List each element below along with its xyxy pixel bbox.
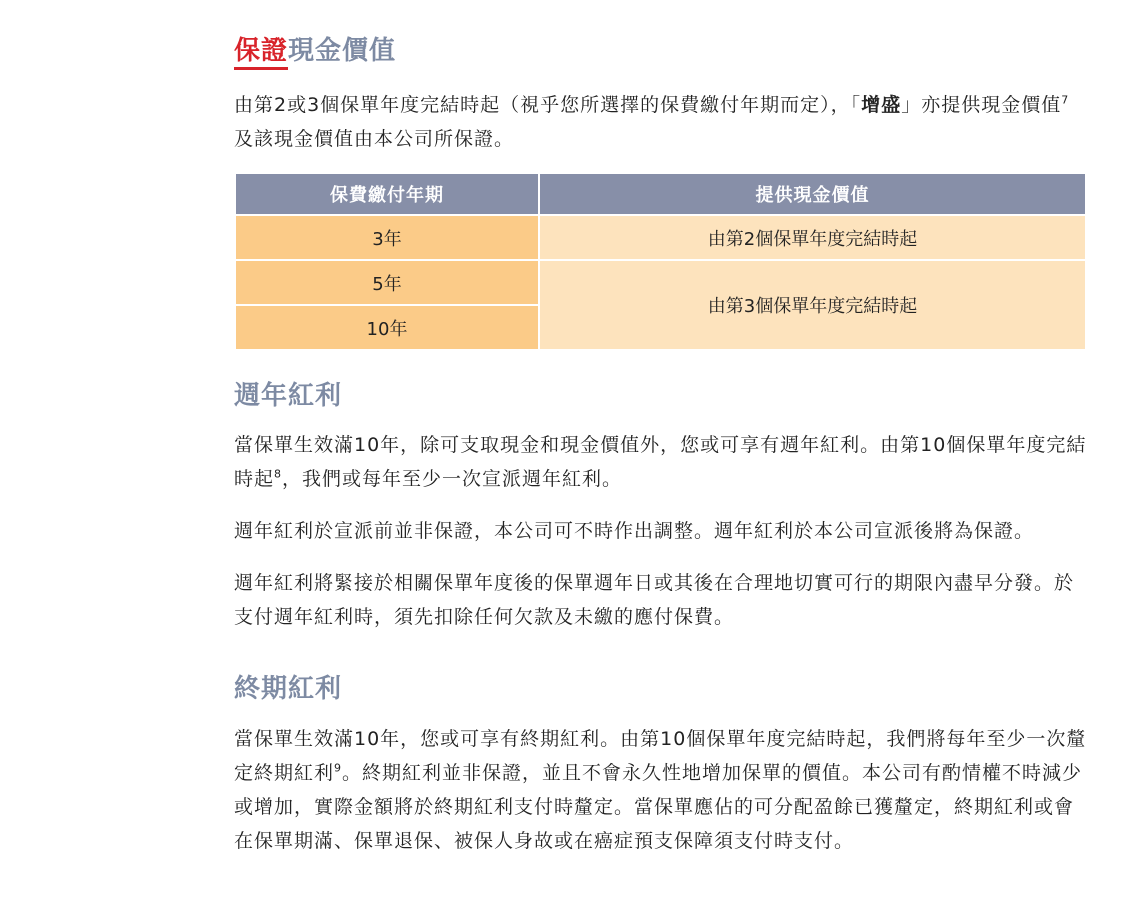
footnote-ref-8: 8	[274, 467, 283, 481]
table-cell-term: 3年	[235, 215, 539, 260]
section-title-guaranteed-cash-value	[234, 30, 396, 67]
anniversary-bonus-paragraph-1	[234, 428, 1087, 496]
terminal-p1-part2: 。終期紅利並非保證，並且不會永久性地增加保單的價值。本公司有酌情權不時減少或增加，實際金額將於終期紅利支付時釐定。當保單應佔的可分配盈餘已獲釐定，終期紅利或會在保單期滿、保單退保、被保人身故或在癌症預支保障須支付時支付。	[234, 762, 1083, 852]
footnote-ref-7: 7	[1061, 93, 1070, 107]
table-cell-term: 5年	[235, 260, 539, 305]
section-title-terminal-bonus: 終期紅利	[234, 674, 343, 704]
anniversary-bonus-paragraph-2: 週年紅利於宣派前並非保證，本公司可不時作出調整。週年紅利於本公司宣派後將為保證。	[234, 520, 1035, 542]
footnote-ref-9: 9	[334, 761, 343, 775]
terminal-bonus-paragraph	[234, 722, 1087, 858]
cash-value-table	[234, 172, 1087, 351]
table-row	[235, 215, 1086, 260]
table-header-cash-value-start: 提供現金價值	[539, 173, 1086, 215]
cash-value-text-part1: 由第2或3個保單年度完結時起（視乎您所選擇的保費繳付年期而定），「	[234, 94, 862, 116]
terminal-p1-part1: 當保單生效滿10年，您或可享有終期紅利。由第10個保單年度完結時起，我們將每年至少一次釐定終期紅利	[234, 728, 1087, 784]
title-rest: 現金價值	[288, 36, 397, 66]
cash-value-paragraph	[234, 88, 1087, 156]
section-title-anniversary-bonus: 週年紅利	[234, 381, 343, 411]
table-row	[235, 260, 1086, 305]
cash-value-text-part3: 及該現金價值由本公司所保證。	[234, 128, 515, 150]
table-cell-term: 10年	[235, 305, 539, 350]
title-highlight: 保證	[234, 36, 288, 70]
table-cell-start: 由第3個保單年度完結時起	[539, 260, 1086, 350]
table-cell-start: 由第2個保單年度完結時起	[539, 215, 1086, 260]
cash-value-text-part2: 」亦提供現金價值	[901, 94, 1062, 116]
anniversary-bonus-paragraph-3: 週年紅利將緊接於相關保單年度後的保單週年日或其後在合理地切實可行的期限內盡早分發。於支付週年紅利時，須先扣除任何欠款及未繳的應付保費。	[234, 572, 1075, 628]
table-header-payment-term: 保費繳付年期	[235, 173, 539, 215]
anniversary-p1-part1: 當保單生效滿10年，除可支取現金和現金價值外，您或可享有週年紅利。由第10個保單年度完結時起	[234, 434, 1087, 490]
product-name: 增盛	[861, 94, 902, 116]
anniversary-p1-part2: ，我們或每年至少一次宣派週年紅利。	[282, 468, 623, 490]
